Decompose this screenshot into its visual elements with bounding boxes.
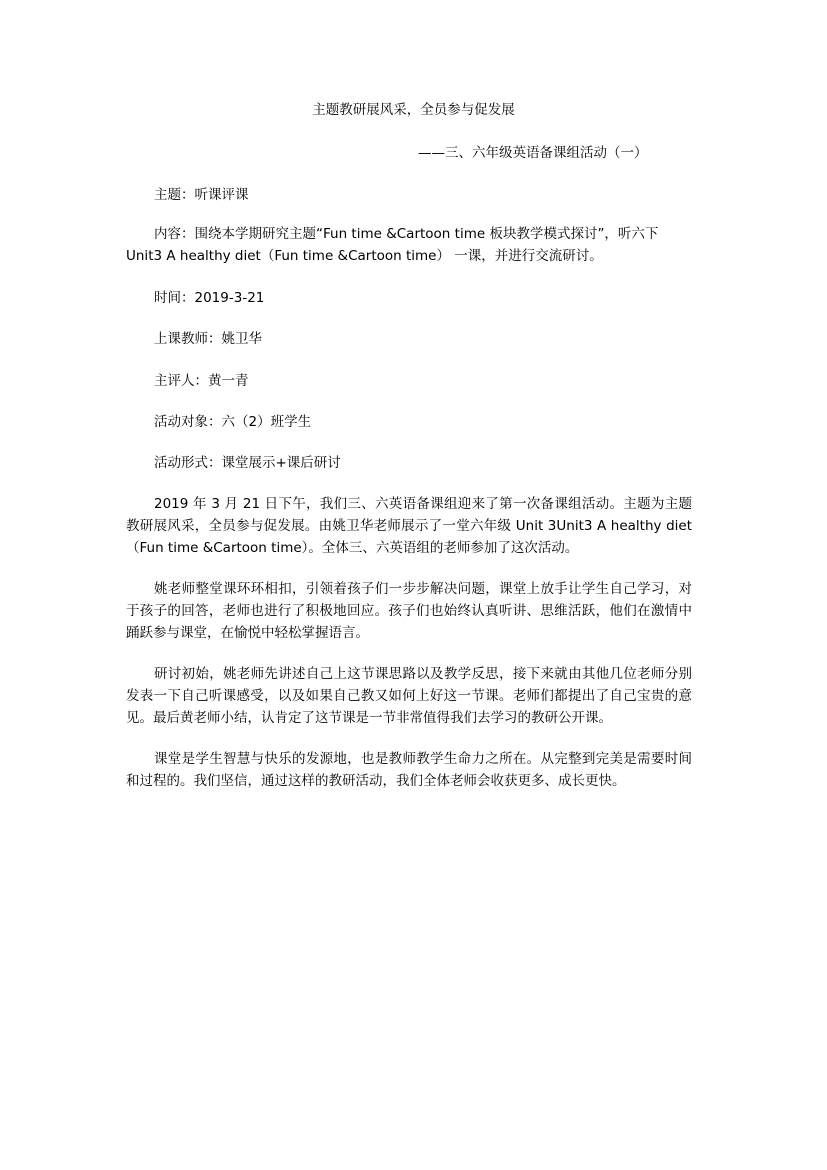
reviewer-line: 主评人：黄一青 [154,373,249,389]
content-line-1: 内容：围绕本学期研究主题“Fun time &Cartoon time 板块教学模式探讨”，听六下 [154,226,659,242]
document-title: 主题教研展风采，全员参与促发展 [312,102,515,118]
content-line-2: Unit3 A healthy diet（Fun time &Cartoon time） 一课，并进行交流研讨。 [126,248,603,264]
time-line: 时间：2019-3-21 [154,290,265,306]
teacher-line: 上课教师：姚卫华 [154,331,262,347]
theme-line: 主题：听课评课 [154,187,249,203]
format-line: 活动形式：课堂展示+课后研讨 [154,455,341,471]
paragraph-discussion: 研讨初始，姚老师先讲述自己上这节课思路以及教学反思，接下来就由其他几位老师分别发表一下自己听课感受，以及如果自己教又如何上好这一节课。老师们都提出了自己宝贵的意见。最后黄老师小结，认肯定了这节课是一节非常值得我们去学习的教研公开课。 [126,666,692,726]
audience-line: 活动对象：六（2）班学生 [154,414,312,430]
paragraph-activity-summary: 2019 年 3 月 21 日下午，我们三、六英语备课组迎来了第一次备课组活动。主题为主题教研展风采，全员参与促发展。由姚卫华老师展示了一堂六年级 Unit 3Unit3 A healthy diet（Fun time &Cartoon time）。全体三、六英语组的老师参加了这次活动。 [126,496,692,556]
paragraph-conclusion: 课堂是学生智慧与快乐的发源地，也是教师教学生命力之所在。从完整到完美是需要时间和过程的。我们坚信，通过这样的教研活动，我们全体老师会收获更多、成长更快。 [126,751,692,789]
paragraph-class-review: 姚老师整堂课环环相扣，引领着孩子们一步步解决问题，课堂上放手让学生自己学习，对于孩子的回答，老师也进行了积极地回应。孩子们也始终认真听讲、思维活跃，他们在激情中踊跃参与课堂，在愉悦中轻松掌握语言。 [126,581,692,641]
document-subtitle: ——三、六年级英语备课组活动（一） [418,145,648,161]
